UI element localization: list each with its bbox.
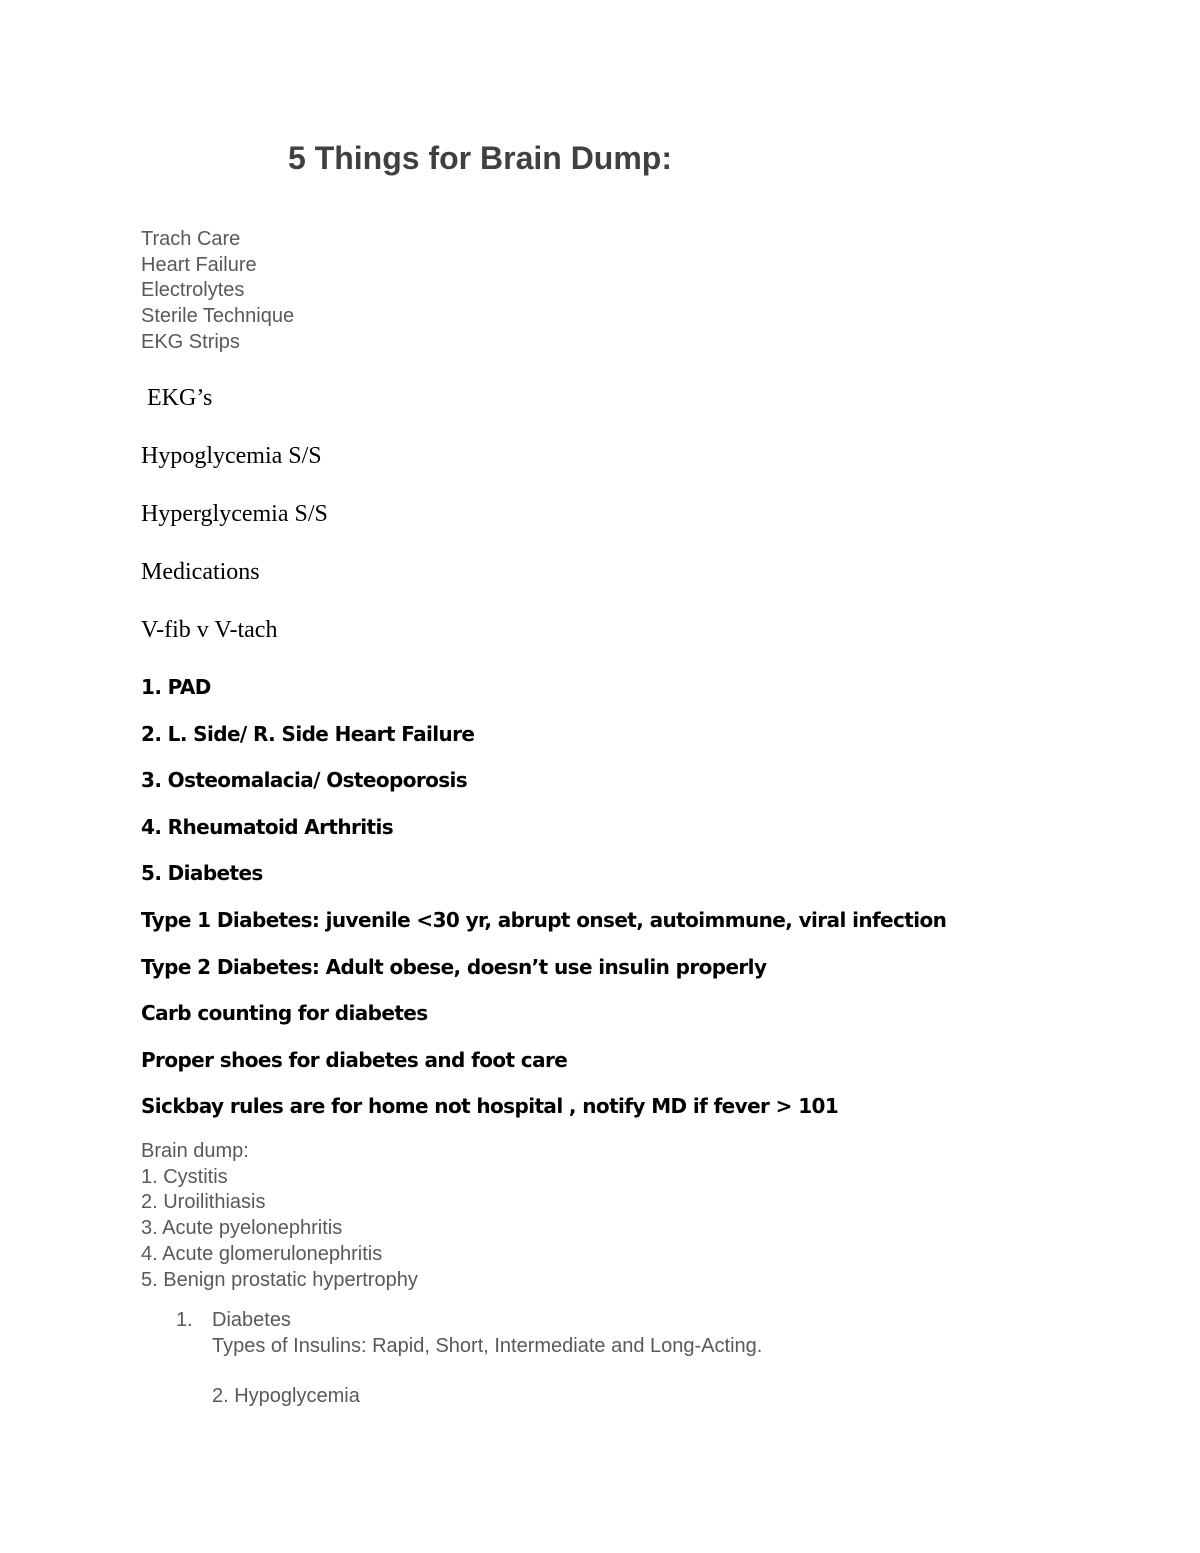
topic-item: Heart Failure (141, 253, 257, 276)
topic-item: Trach Care (141, 228, 241, 250)
topics-list (141, 227, 294, 356)
bold-item: 4. Rheumatoid Arthritis (141, 815, 394, 839)
brain-dump-item: 3. Acute pyelonephritis (141, 1217, 343, 1240)
list-item: 2. Hypoglycemia (212, 1385, 360, 1407)
topic-item: EKG Strips (141, 330, 240, 353)
brain-dump-item: 1. Cystitis (141, 1165, 228, 1188)
bold-item: Type 2 Diabetes: Adult obese, doesn’t use insulin properly (141, 955, 767, 979)
bold-item: Type 1 Diabetes: juvenile <30 yr, abrupt onset, autoimmune, viral infection (141, 908, 947, 932)
serif-item: V-fib v V-tach (141, 617, 278, 643)
bold-item: Carb counting for diabetes (141, 1001, 428, 1025)
brain-dump-item: 4. Acute glomerulonephritis (141, 1242, 383, 1265)
topic-item: Electrolytes (141, 279, 245, 302)
serif-item: Hypoglycemia S/S (141, 443, 322, 469)
brain-dump-heading: Brain dump: (141, 1140, 249, 1162)
bold-item: Proper shoes for diabetes and foot care (141, 1048, 568, 1072)
brain-dump-item: 2. Uroilithiasis (141, 1191, 266, 1214)
bold-item: Sickbay rules are for home not hospital , notify MD if fever > 101 (141, 1094, 839, 1118)
page-title: 5 Things for Brain Dump: (288, 140, 672, 176)
bold-item: 3. Osteomalacia/ Osteoporosis (141, 768, 468, 792)
brain-dump-item: 5. Benign prostatic hypertrophy (141, 1268, 418, 1291)
bold-item: 5. Diabetes (141, 861, 263, 885)
bold-item: 1. PAD (141, 675, 211, 699)
bold-item: 2. L. Side/ R. Side Heart Failure (141, 722, 475, 746)
serif-item: Hyperglycemia S/S (141, 501, 328, 527)
brain-dump-section (141, 1139, 418, 1293)
list-number: 1. (176, 1309, 193, 1331)
list-item: Diabetes (212, 1309, 291, 1331)
serif-item: Medications (141, 559, 260, 585)
topic-item: Sterile Technique (141, 305, 295, 328)
list-item-detail: Types of Insulins: Rapid, Short, Intermediate and Long-Acting. (212, 1335, 763, 1357)
serif-item: EKG’s (147, 385, 213, 411)
